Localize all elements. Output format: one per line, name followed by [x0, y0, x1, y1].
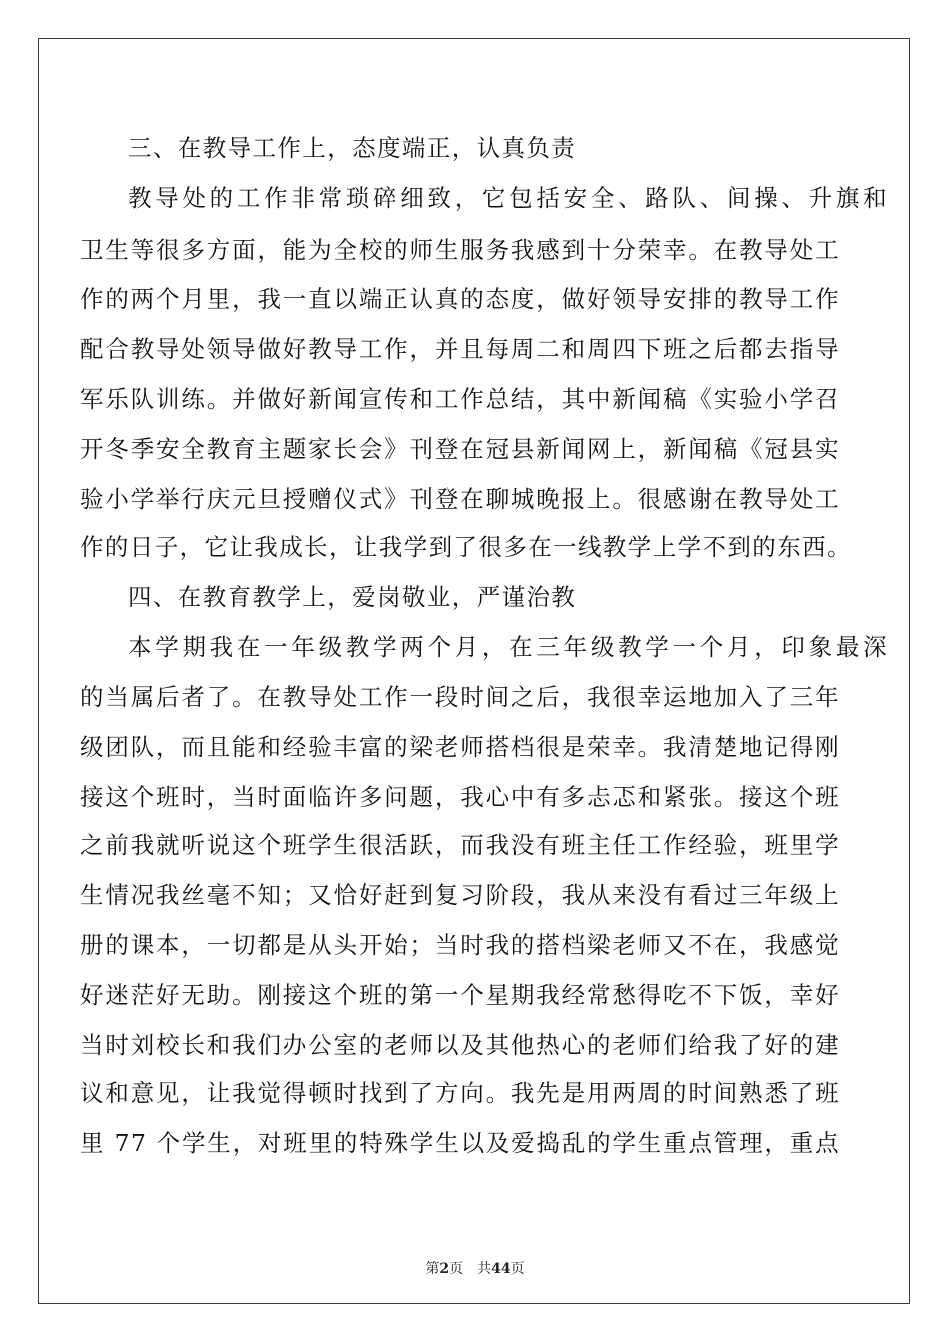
section-heading-3: 三、在教导工作上，态度端正，认真负责 — [128, 134, 577, 162]
paragraph-line: 议和意见，让我觉得顿时找到了方向。我先是用两周的时间熟悉了班 — [80, 1079, 840, 1107]
paragraph-line: 配合教导处领导做好教导工作，并且每周二和周四下班之后都去指导 — [80, 335, 840, 363]
total-suffix: 页 — [510, 1261, 525, 1277]
paragraph-line: 本学期我在一年级教学两个月，在三年级教学一个月，印象最深 — [128, 633, 888, 661]
paragraph-line: 开冬季安全教育主题家长会》刊登在冠县新闻网上，新闻稿《冠县实 — [80, 435, 840, 463]
paragraph-line: 卫生等很多方面，能为全校的师生服务我感到十分荣幸。在教导处工 — [80, 236, 840, 264]
paragraph-line: 接这个班时，当时面临许多问题，我心中有多忐忑和紧张。接这个班 — [80, 783, 840, 811]
total-pages: 44 — [491, 1261, 511, 1277]
paragraph-line: 册的课本，一切都是从头开始；当时我的搭档梁老师又不在，我感觉 — [80, 931, 840, 959]
paragraph-line: 生情况我丝毫不知；又恰好赶到复习阶段，我从来没有看过三年级上 — [80, 881, 840, 909]
paragraph-line: 当时刘校长和我们办公室的老师以及其他热心的老师们给我了好的建 — [80, 1031, 840, 1059]
paragraph-line: 作的两个月里，我一直以端正认真的态度，做好领导安排的教导工作 — [80, 285, 840, 313]
page-footer — [0, 1258, 950, 1278]
page-prefix: 第 — [425, 1261, 440, 1277]
paragraph-line: 之前我就听说这个班学生很活跃，而我没有班主任工作经验，班里学 — [80, 831, 840, 859]
page-border — [38, 38, 910, 1304]
section-heading-4: 四、在教育教学上，爱岗敬业，严谨治教 — [128, 583, 577, 611]
paragraph-line: 作的日子，它让我成长，让我学到了很多在一线教学上学不到的东西。 — [80, 533, 852, 561]
page-suffix: 页 — [449, 1261, 464, 1277]
paragraph-line: 验小学举行庆元旦授赠仪式》刊登在聊城晚报上。很感谢在教导处工 — [80, 485, 840, 513]
paragraph-line: 好迷茫好无助。刚接这个班的第一个星期我经常愁得吃不下饭，幸好 — [80, 981, 840, 1009]
paragraph-line: 级团队，而且能和经验丰富的梁老师搭档很是荣幸。我清楚地记得刚 — [80, 733, 840, 761]
total-prefix: 共 — [477, 1261, 492, 1277]
page-number: 2 — [439, 1261, 450, 1277]
paragraph-line: 教导处的工作非常琐碎细致，它包括安全、路队、间操、升旗和 — [128, 184, 888, 212]
paragraph-line: 里 77 个学生，对班里的特殊学生以及爱捣乱的学生重点管理，重点 — [80, 1129, 840, 1157]
paragraph-line: 的当属后者了。在教导处工作一段时间之后，我很幸运地加入了三年 — [80, 683, 840, 711]
paragraph-line: 军乐队训练。并做好新闻宣传和工作总结，其中新闻稿《实验小学召 — [80, 385, 840, 413]
